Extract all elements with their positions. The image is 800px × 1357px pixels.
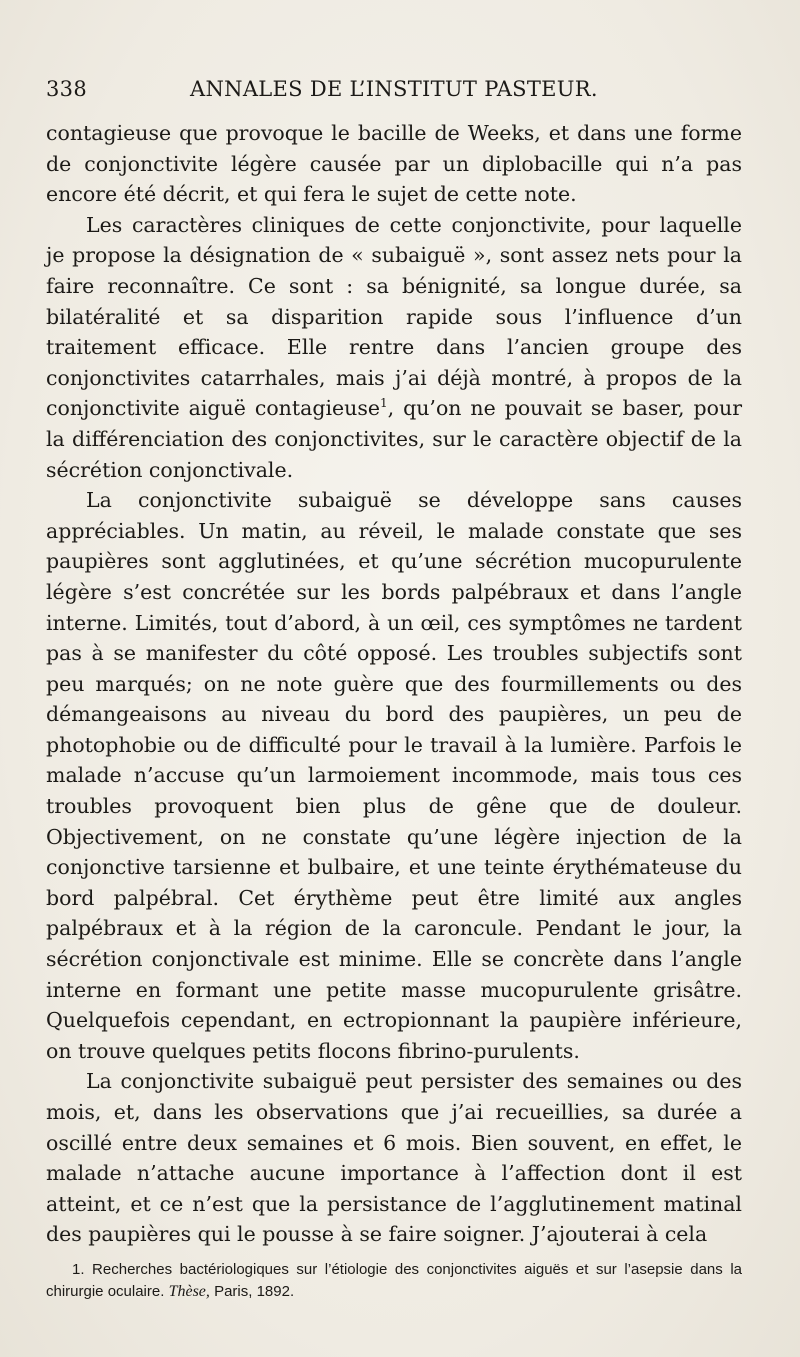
- paragraph-2-text: Les caractères cliniques de cette conjonctivite, pour laquelle je propose la désignation de « subaiguë », sont assez nets pour la faire reconnaître. Ce sont : sa bénignité, sa longue durée, sa bilatéralité et sa disparition rapide sous l’influence d’un traitement efficace. Elle rentre dans l’ancien groupe des conjonctivites catarrhales, mais j’ai déjà montré, à propos de la conjonctivite aiguë contagieuse: [46, 212, 742, 421]
- footnote-emphasis: Thèse,: [168, 1283, 210, 1300]
- paragraph-1: contagieuse que provoque le bacille de Weeks, et dans une forme de conjonctivite légère causée par un diplobacille qui n’a pas encore été décrit, et qui fera le sujet de cette note.: [46, 121, 742, 207]
- footnote-tail: Paris, 1892.: [214, 1283, 295, 1300]
- page-header: [46, 74, 754, 104]
- body-text: [46, 118, 742, 1250]
- footnote-ref[interactable]: 1: [380, 396, 388, 411]
- page-number: 338: [46, 77, 87, 101]
- running-title: ANNALES DE L’INSTITUT PASTEUR.: [190, 77, 598, 101]
- footnote-lead: 1. Recherches bactériologiques sur l’étiologie des conjonctivites aiguës et sur l’asepsie dans la chirurgie oculaire.: [46, 1261, 742, 1300]
- paragraph-2-tail: , qu’on ne pouvait se baser, pour la différenciation des conjonctivites, sur le caractère objectif de la sécrétion conjonctivale.: [46, 396, 742, 482]
- paragraph-3: La conjonctivite subaiguë se développe sans causes appréciables. Un matin, au réveil, le malade constate que ses paupières sont agglutinées, et qu’une sécrétion mucopurulente légère s’est concrétée sur les bords palpébraux et dans l’angle interne. Limités, tout d’abord, à un œil, ces symptômes ne tardent pas à se manifester du côté opposé. Les troubles subjectifs sont peu marqués; on ne note guère que des fourmillements ou des démangeaisons au niveau du bord des paupières, un peu de photophobie ou de difficulté pour le travail à la lumière. Parfois le malade n’accuse qu’un larmoiement incommode, mais tous ces troubles provoquent bien plus de gêne que de douleur. Objectivement, on ne constate qu’une légère injection de la conjonctive tarsienne et bulbaire, et une teinte érythémateuse du bord palpébral. Cet érythème peut être limité aux angles palpébraux et à la région de la caroncule. Pendant le jour, la sécrétion conjonctivale est minime. Elle se concrète dans l’angle interne en formant une petite masse mucopurulente grisâtre. Quelquefois cependant, en ectropionnant la paupière inférieure, on trouve quelques petits flocons fibrino-purulents.: [46, 488, 742, 1063]
- paragraph-2: [46, 210, 742, 485]
- footnote: [46, 1259, 742, 1303]
- paragraph-4: La conjonctivite subaiguë peut persister des semaines ou des mois, et, dans les observations que j’ai recueillies, sa durée a oscillé entre deux semaines et 6 mois. Bien souvent, en effet, le malade n’attache aucune importance à l’affection dont il est atteint, et ce n’est que la persistance de l’agglutinement matinal des paupières qui le pousse à se faire soigner. J’ajouterai à cela: [46, 1069, 742, 1247]
